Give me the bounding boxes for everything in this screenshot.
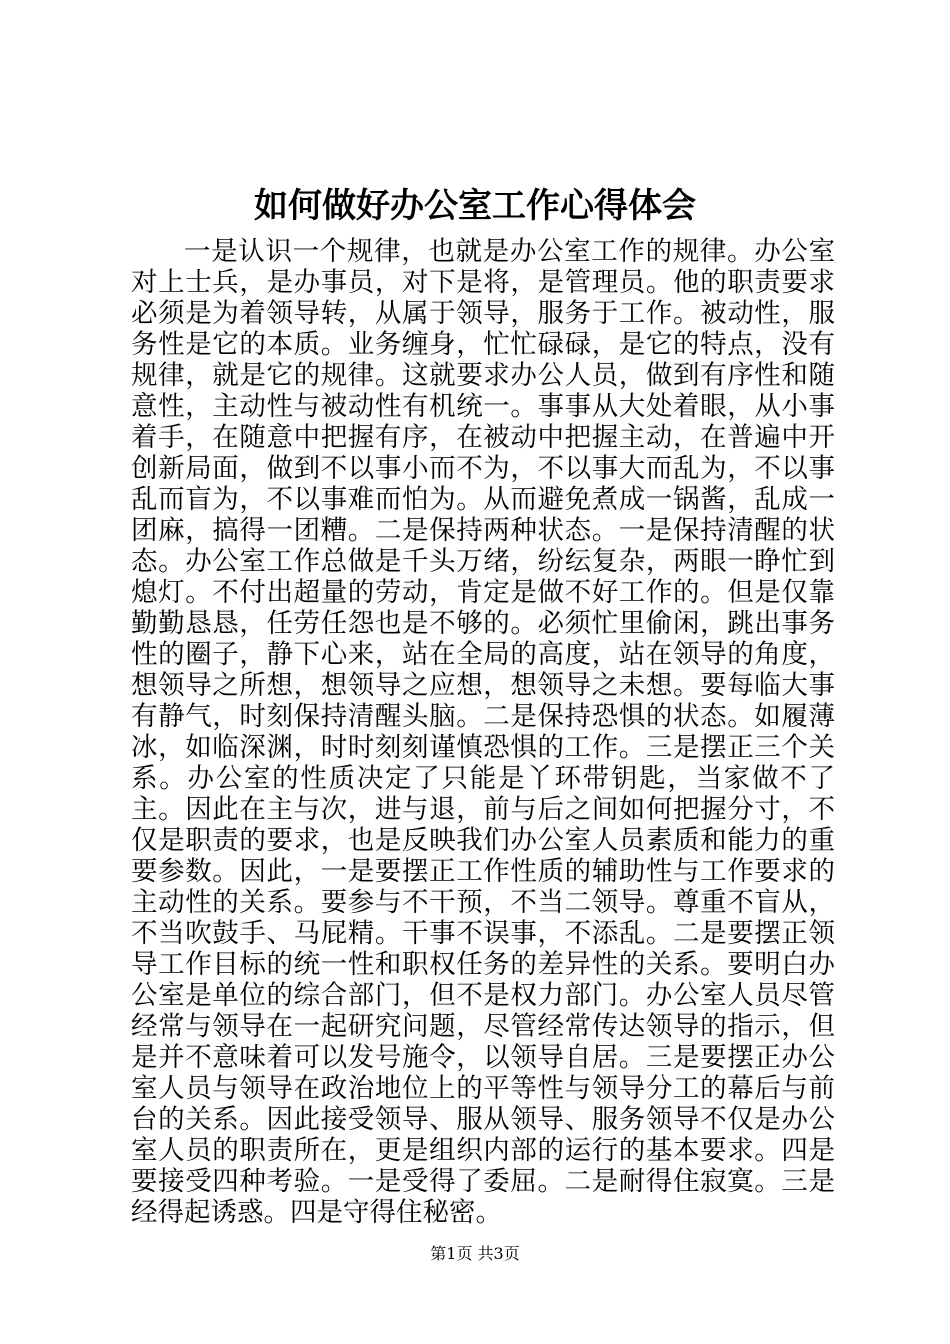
body-paragraph: 一是认识一个规律，也就是办公室工作的规律。办公室对上士兵，是办事员，对下是将，是管理员。他的职责要求必须是为着领导转，从属于领导，服务于工作。被动性，服务性是它的本质。业务缠身，忙忙碌碌，是它的特点，没有规律，就是它的规律。这就要求办公人员，做到有序性和随意性，主动性与被动性有机统一。事事从大处着眼，从小事着手，在随意中把握有序，在被动中把握主动，在普遍中开创新局面，做到不以事小而不为，不以事大而乱为，不以事乱而盲为，不以事难而怕为。从而避免煮成一锅酱，乱成一团麻，搞得一团糟。二是保持两种状态。一是保持清醒的状态。办公室工作总做是千头万绪，纷纭复杂，两眼一睁忙到熄灯。不付出超量的劳动，肯定是做不好工作的。但是仅靠勤勤恳恳，任劳任怨也是不够的。必须忙里偷闲，跳出事务性的圈子，静下心来，站在全局的高度，站在领导的角度，想领导之所想，想领导之应想，想领导之未想。要每临大事有静气，时刻保持清醒头脑。二是保持恐惧的状态。如履薄冰，如临深渊，时时刻刻谨慎恐惧的工作。三是摆正三个关系。办公室的性质决定了只能是丫环带钥匙，当家做不了主。因此在主与次，进与退，前与后之间如何把握分寸，不仅是职责的要求，也是反映我们办公室人员素质和能力的重要参数。因此，一是要摆正工作性质的辅助性与工作要求的主动性的关系。要参与不干预，不当二领导。尊重不盲从，不当吹鼓手、马屁精。干事不误事，不添乱。二是要摆正领导工作目标的统一性和职权任务的差异性的关系。要明白办公室是单位的综合部门，但不是权力部门。办公室人员尽管经常与领导在一起研究问题，尽管经常传达领导的指示，但是并不意味着可以发号施令，以领导自居。三是要摆正办公室人员与领导在政治地位上的平等性与领导分工的幕后与前台的关系。因此接受领导、服从领导、服务领导不仅是办公室人员的职责所在，更是组织内部的运行的基本要求。四是要接受四种考验。一是受得了委屈。二是耐得住寂寞。三是经得起诱惑。四是守得住秘密。 [131,236,835,1228]
page-title: 如何做好办公室工作心得体会 [254,186,696,226]
page-footer: 第1页 共3页 [430,1244,520,1263]
